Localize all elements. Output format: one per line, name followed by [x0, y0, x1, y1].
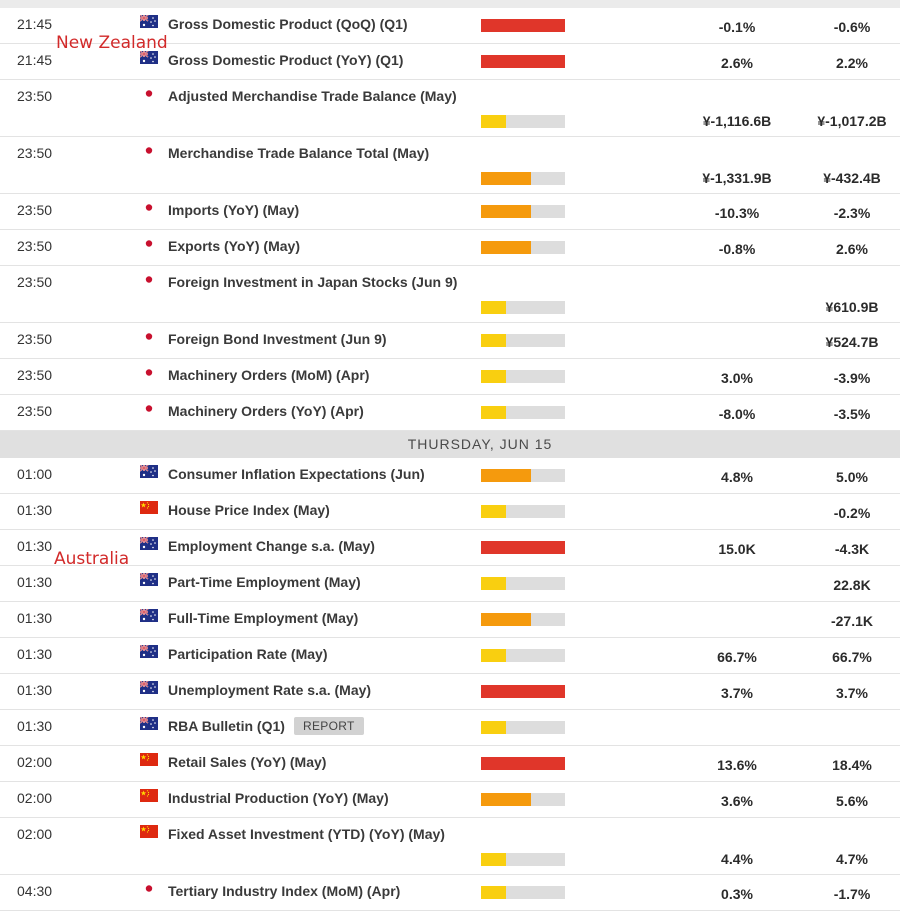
event-time: 23:50: [17, 331, 53, 347]
australia-flag-icon: [140, 681, 158, 694]
previous-value: 3.7%: [836, 685, 868, 701]
actual-value: 13.6%: [717, 757, 757, 773]
event-time: 01:30: [17, 574, 53, 590]
actual-value: -8.0%: [718, 406, 756, 422]
day-divider: [0, 431, 900, 458]
china-flag-icon: [140, 789, 158, 802]
event-row[interactable]: [0, 494, 900, 530]
previous-value: -2.3%: [833, 205, 871, 221]
importance-fill: [481, 793, 531, 806]
china-flag-icon: [140, 825, 158, 838]
importance-bar: [481, 334, 565, 347]
event-row[interactable]: [0, 566, 900, 602]
importance-fill: [481, 334, 506, 347]
australia-flag-icon: [140, 717, 158, 730]
previous-value: 66.7%: [832, 649, 872, 665]
event-name[interactable]: Imports (YoY) (May): [168, 202, 300, 218]
importance-bar: [481, 757, 565, 770]
event-time: 01:00: [17, 466, 53, 482]
japan-flag-icon: [140, 366, 158, 379]
event-time: 23:50: [17, 88, 53, 104]
event-time: 23:50: [17, 202, 53, 218]
importance-bar: [481, 853, 565, 866]
australia-flag-icon: [140, 573, 158, 586]
importance-fill: [481, 205, 531, 218]
event-name[interactable]: Tertiary Industry Index (MoM) (Apr): [168, 883, 401, 899]
importance-fill: [481, 577, 506, 590]
event-row[interactable]: [0, 80, 900, 137]
annotation-australia: Australia: [54, 549, 130, 569]
event-time: 23:50: [17, 403, 53, 419]
importance-bar: [481, 505, 565, 518]
importance-fill: [481, 301, 506, 314]
event-row[interactable]: [0, 266, 900, 323]
event-row[interactable]: [0, 530, 900, 566]
importance-fill: [481, 115, 506, 128]
event-time: 21:45: [17, 52, 53, 68]
importance-bar: [481, 406, 565, 419]
events-group-thursday: [0, 458, 900, 911]
actual-value: -10.3%: [714, 205, 760, 221]
previous-value: 2.6%: [836, 241, 868, 257]
event-name[interactable]: Gross Domestic Product (QoQ) (Q1): [168, 16, 408, 32]
japan-flag-icon: [140, 273, 158, 286]
importance-bar: [481, 685, 565, 698]
event-name[interactable]: Machinery Orders (YoY) (Apr): [168, 403, 364, 419]
importance-bar: [481, 241, 565, 254]
actual-value: 4.8%: [721, 469, 753, 485]
actual-value: ¥-1,116.6B: [702, 113, 772, 129]
australia-flag-icon: [140, 15, 158, 28]
importance-fill: [481, 613, 531, 626]
actual-value: -0.8%: [718, 241, 756, 257]
event-row[interactable]: [0, 746, 900, 782]
event-time: 02:00: [17, 826, 53, 842]
previous-value: 18.4%: [832, 757, 872, 773]
importance-bar: [481, 19, 565, 32]
japan-flag-icon: [140, 330, 158, 343]
event-row[interactable]: [0, 230, 900, 266]
event-row[interactable]: [0, 359, 900, 395]
event-time: 01:30: [17, 538, 53, 554]
event-name[interactable]: Employment Change s.a. (May): [168, 538, 375, 554]
importance-bar: [481, 793, 565, 806]
importance-bar: [481, 577, 565, 590]
event-time: 01:30: [17, 502, 53, 518]
japan-flag-icon: [140, 201, 158, 214]
previous-value: 2.2%: [836, 55, 868, 71]
importance-fill: [481, 19, 565, 32]
actual-value: 3.6%: [721, 793, 753, 809]
australia-flag-icon: [140, 465, 158, 478]
event-name[interactable]: Unemployment Rate s.a. (May): [168, 682, 372, 698]
japan-flag-icon: [140, 882, 158, 895]
event-name[interactable]: Part-Time Employment (May): [168, 574, 361, 590]
importance-fill: [481, 505, 506, 518]
previous-value: -0.2%: [833, 505, 871, 521]
importance-bar: [481, 469, 565, 482]
event-time: 21:45: [17, 16, 53, 32]
importance-fill: [481, 370, 506, 383]
event-row[interactable]: [0, 395, 900, 431]
previous-value: 22.8K: [833, 577, 871, 593]
event-row[interactable]: [0, 818, 900, 875]
event-row[interactable]: [0, 602, 900, 638]
importance-bar: [481, 115, 565, 128]
previous-value: -1.7%: [833, 886, 871, 902]
japan-flag-icon: [140, 237, 158, 250]
previous-value: ¥524.7B: [825, 334, 879, 350]
importance-bar: [481, 721, 565, 734]
event-name[interactable]: Full-Time Employment (May): [168, 610, 359, 626]
importance-bar: [481, 370, 565, 383]
event-row[interactable]: [0, 638, 900, 674]
event-row[interactable]: [0, 323, 900, 359]
actual-value: 2.6%: [721, 55, 753, 71]
importance-bar: [481, 649, 565, 662]
annotation-new-zealand: New Zealand: [56, 33, 168, 53]
previous-value: 4.7%: [836, 851, 868, 867]
event-name[interactable]: Fixed Asset Investment (YTD) (YoY) (May): [168, 826, 445, 842]
importance-bar: [481, 301, 565, 314]
japan-flag-icon: [140, 402, 158, 415]
event-row[interactable]: [0, 710, 900, 746]
importance-fill: [481, 406, 506, 419]
importance-fill: [481, 886, 506, 899]
event-name[interactable]: Participation Rate (May): [168, 646, 328, 662]
previous-value: -27.1K: [830, 613, 874, 629]
importance-bar: [481, 205, 565, 218]
actual-value: -0.1%: [718, 19, 756, 35]
importance-fill: [481, 757, 565, 770]
event-name[interactable]: Retail Sales (YoY) (May): [168, 754, 327, 770]
event-time: 01:30: [17, 646, 53, 662]
actual-value: 3.0%: [721, 370, 753, 386]
actual-value: 4.4%: [721, 851, 753, 867]
previous-value: 5.6%: [836, 793, 868, 809]
events-group-wednesday: [0, 8, 900, 431]
event-name[interactable]: Gross Domestic Product (YoY) (Q1): [168, 52, 404, 68]
actual-value: 15.0K: [718, 541, 756, 557]
previous-value: ¥610.9B: [825, 299, 879, 315]
event-name[interactable]: House Price Index (May): [168, 502, 330, 518]
importance-bar: [481, 55, 565, 68]
importance-fill: [481, 55, 565, 68]
event-time: 23:50: [17, 145, 53, 161]
previous-value: -3.9%: [833, 370, 871, 386]
importance-fill: [481, 721, 506, 734]
day-divider-label: THURSDAY, JUN 15: [407, 436, 553, 452]
previous-value: -0.6%: [833, 19, 871, 35]
importance-fill: [481, 469, 531, 482]
report-button[interactable]: REPORT: [294, 717, 364, 735]
event-row[interactable]: [0, 194, 900, 230]
event-time: 02:00: [17, 790, 53, 806]
previous-value: ¥-432.4B: [823, 170, 881, 186]
previous-value: 5.0%: [836, 469, 868, 485]
actual-value: 0.3%: [721, 886, 753, 902]
event-name[interactable]: Exports (YoY) (May): [168, 238, 300, 254]
event-time: 23:50: [17, 274, 53, 290]
event-row[interactable]: [0, 782, 900, 818]
china-flag-icon: [140, 753, 158, 766]
importance-bar: [481, 613, 565, 626]
importance-bar: [481, 886, 565, 899]
importance-bar: [481, 172, 565, 185]
importance-fill: [481, 649, 506, 662]
previous-value: -4.3K: [834, 541, 870, 557]
importance-fill: [481, 172, 531, 185]
event-name[interactable]: Consumer Inflation Expectations (Jun): [168, 466, 425, 482]
event-name[interactable]: Industrial Production (YoY) (May): [168, 790, 389, 806]
importance-fill: [481, 853, 506, 866]
event-row[interactable]: [0, 674, 900, 710]
event-name[interactable]: Adjusted Merchandise Trade Balance (May): [168, 88, 457, 104]
previous-value: ¥-1,017.2B: [817, 113, 887, 129]
importance-fill: [481, 685, 565, 698]
event-name[interactable]: Machinery Orders (MoM) (Apr): [168, 367, 370, 383]
importance-fill: [481, 541, 565, 554]
event-name[interactable]: Foreign Bond Investment (Jun 9): [168, 331, 387, 347]
top-strip: [0, 0, 900, 8]
economic-calendar-table: [0, 8, 900, 911]
event-name[interactable]: RBA Bulletin (Q1): [168, 718, 285, 734]
actual-value: 66.7%: [717, 649, 757, 665]
event-time: 04:30: [17, 883, 53, 899]
event-time: 23:50: [17, 367, 53, 383]
event-name[interactable]: Merchandise Trade Balance Total (May): [168, 145, 430, 161]
importance-bar: [481, 541, 565, 554]
event-time: 23:50: [17, 238, 53, 254]
event-row[interactable]: [0, 875, 900, 911]
event-row[interactable]: [0, 137, 900, 194]
event-time: 01:30: [17, 718, 53, 734]
event-row[interactable]: [0, 458, 900, 494]
previous-value: -3.5%: [833, 406, 871, 422]
event-time: 01:30: [17, 610, 53, 626]
event-time: 01:30: [17, 682, 53, 698]
japan-flag-icon: [140, 144, 158, 157]
event-name[interactable]: Foreign Investment in Japan Stocks (Jun 9): [168, 274, 458, 290]
actual-value: 3.7%: [721, 685, 753, 701]
japan-flag-icon: [140, 87, 158, 100]
importance-fill: [481, 241, 531, 254]
australia-flag-icon: [140, 537, 158, 550]
australia-flag-icon: [140, 645, 158, 658]
australia-flag-icon: [140, 609, 158, 622]
actual-value: ¥-1,331.9B: [702, 170, 772, 186]
china-flag-icon: [140, 501, 158, 514]
event-time: 02:00: [17, 754, 53, 770]
